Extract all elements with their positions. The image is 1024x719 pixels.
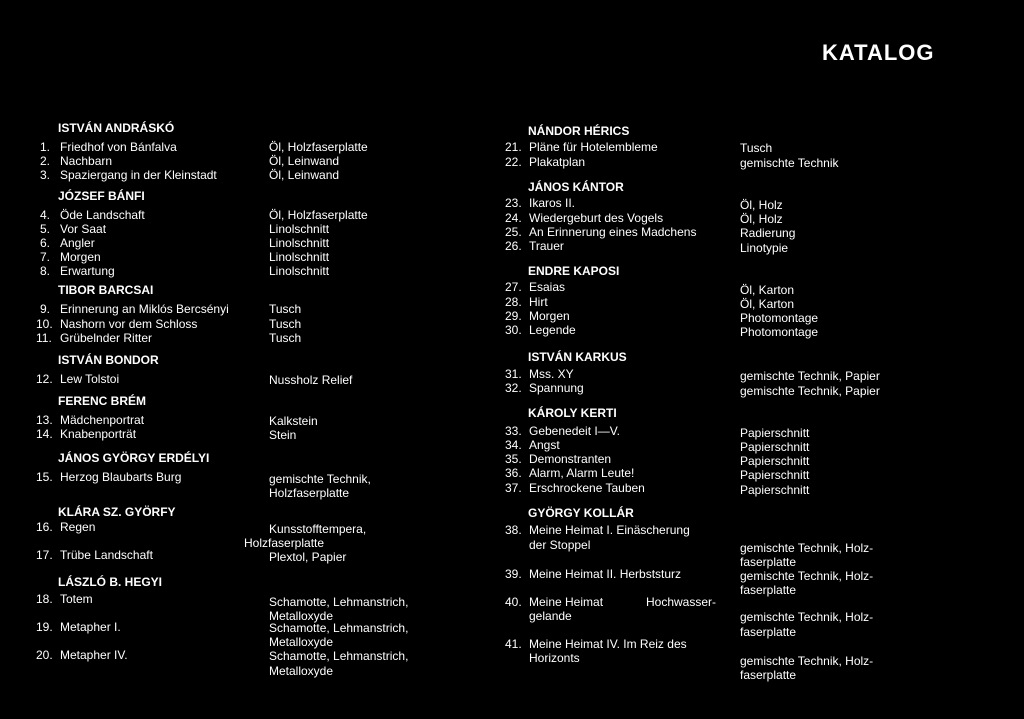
- entry-medium: Photomontage: [740, 311, 819, 325]
- entry-medium: Photomontage: [740, 325, 819, 339]
- artist-name: JÁNOS KÁNTOR: [528, 180, 624, 194]
- entry-title: Öde Landschaft: [60, 208, 145, 222]
- entry-title: Meine Heimat: [529, 595, 604, 609]
- entry-title: Angler: [60, 236, 95, 250]
- entry-title: Demonstranten: [529, 452, 612, 466]
- entry-title: Pläne für Hotelembleme: [529, 140, 658, 154]
- entry-medium: Öl, Holzfaserplatte: [269, 208, 368, 222]
- entry-title: Esaias: [529, 280, 566, 294]
- entry-number: 23.: [505, 196, 522, 210]
- artist-name: KÁROLY KERTI: [528, 406, 617, 420]
- entry-medium: gemischte Technik,: [269, 472, 371, 486]
- entry-number: 1.: [40, 140, 51, 154]
- entry-title: Erschrockene Tauben: [529, 481, 645, 495]
- entry-title: An Erinnerung eines Madchens: [529, 225, 697, 239]
- entry-title: Morgen: [529, 309, 570, 323]
- entry-title: Gebenedeit I—V.: [529, 424, 620, 438]
- artist-name: KLÁRA SZ. GYÖRFY: [58, 505, 176, 519]
- entry-title: Knabenporträt: [60, 427, 137, 441]
- entry-number: 30.: [505, 323, 522, 337]
- entry-title: Friedhof von Bánfalva: [60, 140, 177, 154]
- entry-title: Totem: [60, 592, 93, 606]
- entry-number: 16.: [36, 520, 53, 534]
- entry-medium: Öl, Karton: [740, 283, 795, 297]
- entry-medium: Schamotte, Lehmanstrich,: [269, 649, 409, 663]
- entry-medium: faserplatte: [740, 583, 797, 597]
- entry-medium: Schamotte, Lehmanstrich,: [269, 621, 409, 635]
- entry-number: 32.: [505, 381, 522, 395]
- entry-title: Erwartung: [60, 264, 115, 278]
- entry-number: 28.: [505, 295, 522, 309]
- entry-number: 8.: [40, 264, 51, 278]
- entry-medium: Kalkstein: [269, 414, 318, 428]
- entry-title: Legende: [529, 323, 576, 337]
- entry-title: Meine Heimat IV. Im Reiz des: [529, 637, 687, 651]
- entry-medium: Papierschnitt: [740, 483, 810, 497]
- entry-medium: Öl, Karton: [740, 297, 795, 311]
- entry-number: 12.: [36, 372, 53, 386]
- entry-medium: Linolschnitt: [269, 264, 330, 278]
- entry-number: 21.: [505, 140, 522, 154]
- entry-medium: gemischte Technik, Holz-: [740, 610, 874, 624]
- entry-title: Morgen: [60, 250, 101, 264]
- entry-medium: Nussholz Relief: [269, 373, 353, 387]
- entry-medium: gemischte Technik, Papier: [740, 384, 880, 398]
- entry-number: 5.: [40, 222, 51, 236]
- artist-name: ENDRE KAPOSI: [528, 264, 620, 278]
- entry-medium: Metalloxyde: [269, 609, 334, 623]
- entry-title: Plakatplan: [529, 155, 586, 169]
- entry-title: Ikaros II.: [529, 196, 576, 210]
- entry-medium: faserplatte: [740, 625, 797, 639]
- artist-name: JÁNOS GYÖRGY ERDÉLYI: [58, 451, 210, 465]
- entry-number: 41.: [505, 637, 522, 651]
- entry-medium: Papierschnitt: [740, 468, 810, 482]
- entry-title: Nachbarn: [60, 154, 113, 168]
- entry-medium: Linolschnitt: [269, 250, 330, 264]
- entry-number: 29.: [505, 309, 522, 323]
- entry-medium: Öl, Holzfaserplatte: [269, 140, 368, 154]
- entry-title: Lew Tolstoi: [60, 372, 120, 386]
- entry-title: Erinnerung an Miklós Bercsényi: [60, 302, 229, 316]
- entry-title: gelande: [529, 609, 572, 623]
- entry-number: 35.: [505, 452, 522, 466]
- entry-number: 11.: [36, 331, 52, 345]
- entry-title: Trauer: [529, 239, 564, 253]
- entry-title: Trübe Landschaft: [60, 548, 153, 562]
- entry-medium: Öl, Holz: [740, 198, 783, 212]
- entry-medium: Linolschnitt: [269, 236, 330, 250]
- entry-medium: Metalloxyde: [269, 664, 334, 678]
- entry-number: 4.: [40, 208, 51, 222]
- entry-medium: gemischte Technik, Holz-: [740, 569, 874, 583]
- entry-number: 9.: [40, 302, 51, 316]
- entry-medium: Öl, Leinwand: [269, 168, 340, 182]
- entry-medium: gemischte Technik, Holz-: [740, 654, 874, 668]
- entry-number: 33.: [505, 424, 522, 438]
- entry-title: Meine Heimat I. Einäscherung: [529, 523, 690, 537]
- entry-number: 27.: [505, 280, 522, 294]
- entry-number: 17.: [36, 548, 53, 562]
- entry-medium: Holzfaserplatte: [244, 536, 325, 550]
- entry-title: Angst: [529, 438, 560, 452]
- entry-title: Hirt: [529, 295, 548, 309]
- entry-title: der Stoppel: [529, 538, 591, 552]
- entry-title: Vor Saat: [60, 222, 107, 236]
- entry-medium: Tusch: [269, 302, 302, 316]
- entry-number: 19.: [36, 620, 53, 634]
- artist-name: ISTVÁN ANDRÁSKÓ: [58, 121, 175, 135]
- artist-name: TIBOR BARCSAI: [58, 283, 154, 297]
- entry-title: Metapher IV.: [60, 648, 128, 662]
- entry-medium: Schamotte, Lehmanstrich,: [269, 595, 409, 609]
- entry-medium: Papierschnitt: [740, 440, 810, 454]
- entry-medium: gemischte Technik, Papier: [740, 369, 880, 383]
- entry-title: Meine Heimat II. Herbststurz: [529, 567, 682, 581]
- entry-medium: Holzfaserplatte: [269, 486, 350, 500]
- entry-medium: gemischte Technik, Holz-: [740, 541, 874, 555]
- entry-title: Horizonts: [529, 651, 580, 665]
- entry-title: Hochwasser-: [646, 595, 717, 609]
- entry-medium: Papierschnitt: [740, 454, 810, 468]
- entry-number: 37.: [505, 481, 522, 495]
- entry-number: 14.: [36, 427, 53, 441]
- entry-medium: Papierschnitt: [740, 426, 810, 440]
- entry-medium: Radierung: [740, 226, 796, 240]
- artist-name: FERENC BRÉM: [58, 394, 147, 408]
- entry-number: 31.: [505, 367, 522, 381]
- entry-number: 2.: [40, 154, 51, 168]
- entry-number: 15.: [36, 470, 53, 484]
- entry-number: 34.: [505, 438, 522, 452]
- entry-title: Spaziergang in der Kleinstadt: [60, 168, 217, 182]
- artist-name: ISTVÁN BONDOR: [58, 353, 159, 367]
- entry-title: Spannung: [529, 381, 584, 395]
- entry-number: 36.: [505, 466, 522, 480]
- entry-number: 24.: [505, 211, 522, 225]
- artist-name: GYÖRGY KOLLÁR: [528, 506, 634, 520]
- artist-name: LÁSZLÓ B. HEGYI: [58, 575, 163, 589]
- entry-number: 18.: [36, 592, 53, 606]
- entry-number: 22.: [505, 155, 522, 169]
- entry-medium: Tusch: [740, 141, 773, 155]
- entry-medium: Metalloxyde: [269, 635, 334, 649]
- artist-name: ISTVÁN KARKUS: [528, 350, 627, 364]
- entry-medium: Linolschnitt: [269, 222, 330, 236]
- entry-title: Wiedergeburt des Vogels: [529, 211, 664, 225]
- entry-title: Mädchenportrat: [60, 413, 145, 427]
- entry-title: Grübelnder Ritter: [60, 331, 153, 345]
- entry-title: Metapher I.: [60, 620, 121, 634]
- entry-title: Mss. XY: [529, 367, 574, 381]
- entry-medium: Tusch: [269, 331, 302, 345]
- entry-number: 39.: [505, 567, 522, 581]
- entry-medium: Linotypie: [740, 241, 789, 255]
- artist-name: JÓZSEF BÁNFI: [58, 189, 145, 203]
- entry-medium: Stein: [269, 428, 297, 442]
- entry-title: Nashorn vor dem Schloss: [60, 317, 198, 331]
- entry-title: Regen: [60, 520, 96, 534]
- entry-number: 40.: [505, 595, 522, 609]
- entry-medium: faserplatte: [740, 555, 797, 569]
- catalog-title: KATALOG: [822, 40, 935, 65]
- entry-medium: faserplatte: [740, 668, 797, 682]
- entry-medium: Plextol, Papier: [269, 550, 347, 564]
- entry-number: 6.: [40, 236, 51, 250]
- entry-medium: gemischte Technik: [740, 156, 839, 170]
- entry-medium: Öl, Leinwand: [269, 154, 340, 168]
- entry-medium: Öl, Holz: [740, 212, 783, 226]
- entry-title: Alarm, Alarm Leute!: [529, 466, 635, 480]
- entry-number: 20.: [36, 648, 53, 662]
- entry-number: 38.: [505, 523, 522, 537]
- artist-name: NÁNDOR HÉRICS: [528, 124, 630, 138]
- entry-number: 10.: [36, 317, 53, 331]
- entry-number: 7.: [40, 250, 51, 264]
- entry-number: 13.: [36, 413, 53, 427]
- entry-number: 3.: [40, 168, 51, 182]
- entry-number: 25.: [505, 225, 522, 239]
- entry-medium: Kunsstofftempera,: [269, 522, 367, 536]
- entry-number: 26.: [505, 239, 522, 253]
- entry-medium: Tusch: [269, 317, 302, 331]
- entry-title: Herzog Blaubarts Burg: [60, 470, 182, 484]
